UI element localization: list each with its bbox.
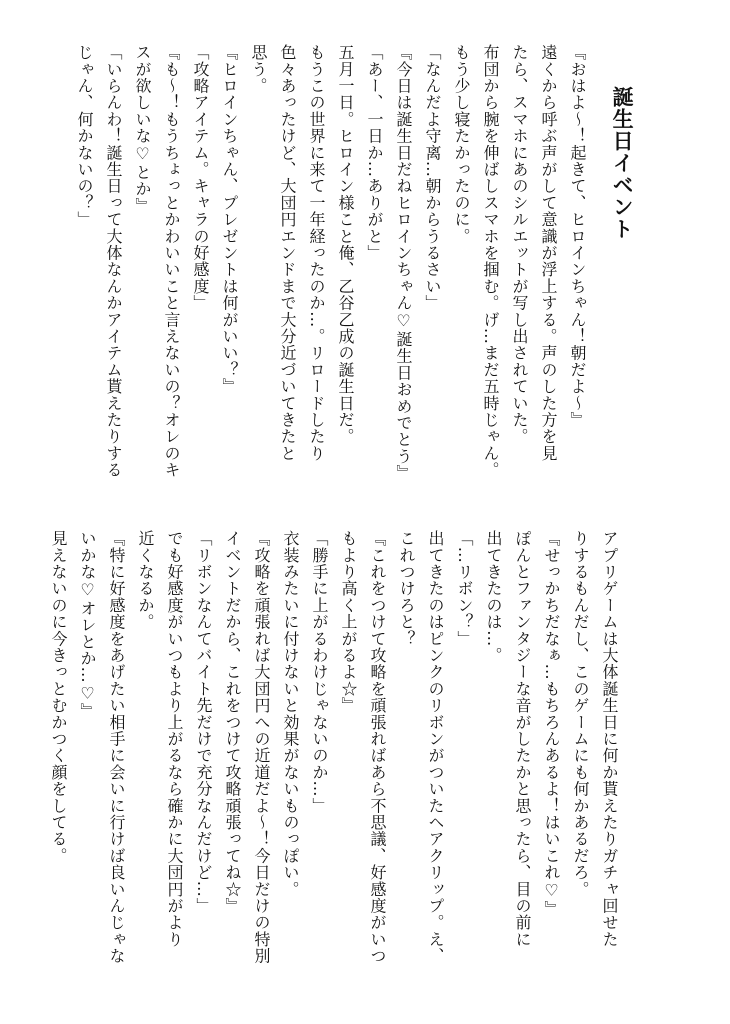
text-line: 思う。 <box>249 44 268 95</box>
text-line: 五月一日。ヒロイン様こと俺、乙谷乙成の誕生日だ。 <box>336 44 355 445</box>
text-line: 衣装みたいに付けないと効果がないものっぽい。 <box>281 530 300 898</box>
text-line: 『せっかちだなぁ…もちろんあるよ！はいこれ♡』 <box>542 530 561 918</box>
text-line: 『これをつけて攻略を頑張ればあら不思議、好感度がいつ <box>368 530 387 965</box>
text-line: 出てきたのはピンクのリボンがついたヘアクリップ。え、 <box>426 530 445 965</box>
text-line: イベントだから、これをつけて攻略頑張ってね☆』 <box>223 530 242 915</box>
text-line: いかな♡オレとか…♡』 <box>78 530 97 720</box>
text-line: 出てきたのは…。 <box>484 530 503 664</box>
text-line: 「なんだよ守离…朝からうるさい」 <box>423 44 442 312</box>
text-line: 『おはよ〜！起きて、ヒロインちゃん！朝だよ〜』 <box>568 44 587 429</box>
text-line: アプリゲームは大体誕生日に何か貰えたりガチャ回せた <box>600 530 619 948</box>
text-line: 「攻略アイテム。キャラの好感度」 <box>191 44 210 312</box>
text-line: 見えないのに今きっとむかつく顔をしてる。 <box>49 530 68 864</box>
text-line: もう少し寝たかったのに。 <box>452 44 471 245</box>
text-line: 布団から腕を伸ばしスマホを掴む。げ…まだ五時じゃん。 <box>481 44 500 479</box>
text-line: たら、スマホにあのシルエットが写し出されていた。 <box>510 44 529 445</box>
text-line: 「…リボン？」 <box>455 530 474 647</box>
text-line: じゃん、何かないの？」 <box>75 44 94 228</box>
text-line: もより高く上がるよ☆』 <box>339 530 358 714</box>
text-line: 近くなるか。 <box>136 530 155 631</box>
text-line: 「勝手に上がるわけじゃないのか…」 <box>310 530 329 814</box>
text-line: ぽんとファンタジーな音がしたかと思ったら、目の前に <box>513 530 532 948</box>
text-line: 遠くから呼ぶ声がして意識が浮上する。声のした方を見 <box>539 44 558 462</box>
text-line: 「リボンなんてバイト先だけで充分なんだけど…」 <box>194 530 213 915</box>
text-line: 『攻略を頑張れば大団円への近道だよ〜！今日だけの特別 <box>252 530 271 965</box>
text-line: 『も〜！もうちょっとかわいいこと言えないの？オレのキ <box>162 44 181 479</box>
text-line: りするもんだし、このゲームにも何かあるだろ。 <box>571 530 590 898</box>
text-line: 『ヒロインちゃん、プレゼントは何がいい？』 <box>220 44 239 395</box>
text-line: 『今日は誕生日だねヒロインちゃん♡誕生日おめでとう』 <box>394 44 413 482</box>
text-line: これつけろと？ <box>397 530 416 647</box>
chapter-title: 誕生日イベント <box>610 86 636 240</box>
text-line: 『特に好感度をあげたい相手に会いに行けば良いんじゃな <box>107 530 126 965</box>
text-line: 「いらんわ！誕生日って大体なんかアイテム貰えたりする <box>104 44 123 479</box>
text-line: でも好感度がいつもより上がるなら確かに大団円がより <box>165 530 184 948</box>
text-line: もうこの世界に来て一年経ったのか…。リロードしたり <box>307 44 326 462</box>
text-line: スが欲しいな♡とか』 <box>133 44 152 214</box>
text-line: 「あー、一日か…ありがと」 <box>365 44 384 262</box>
text-line: 色々あったけど、大団円エンドまで大分近づいてきたと <box>278 44 297 462</box>
